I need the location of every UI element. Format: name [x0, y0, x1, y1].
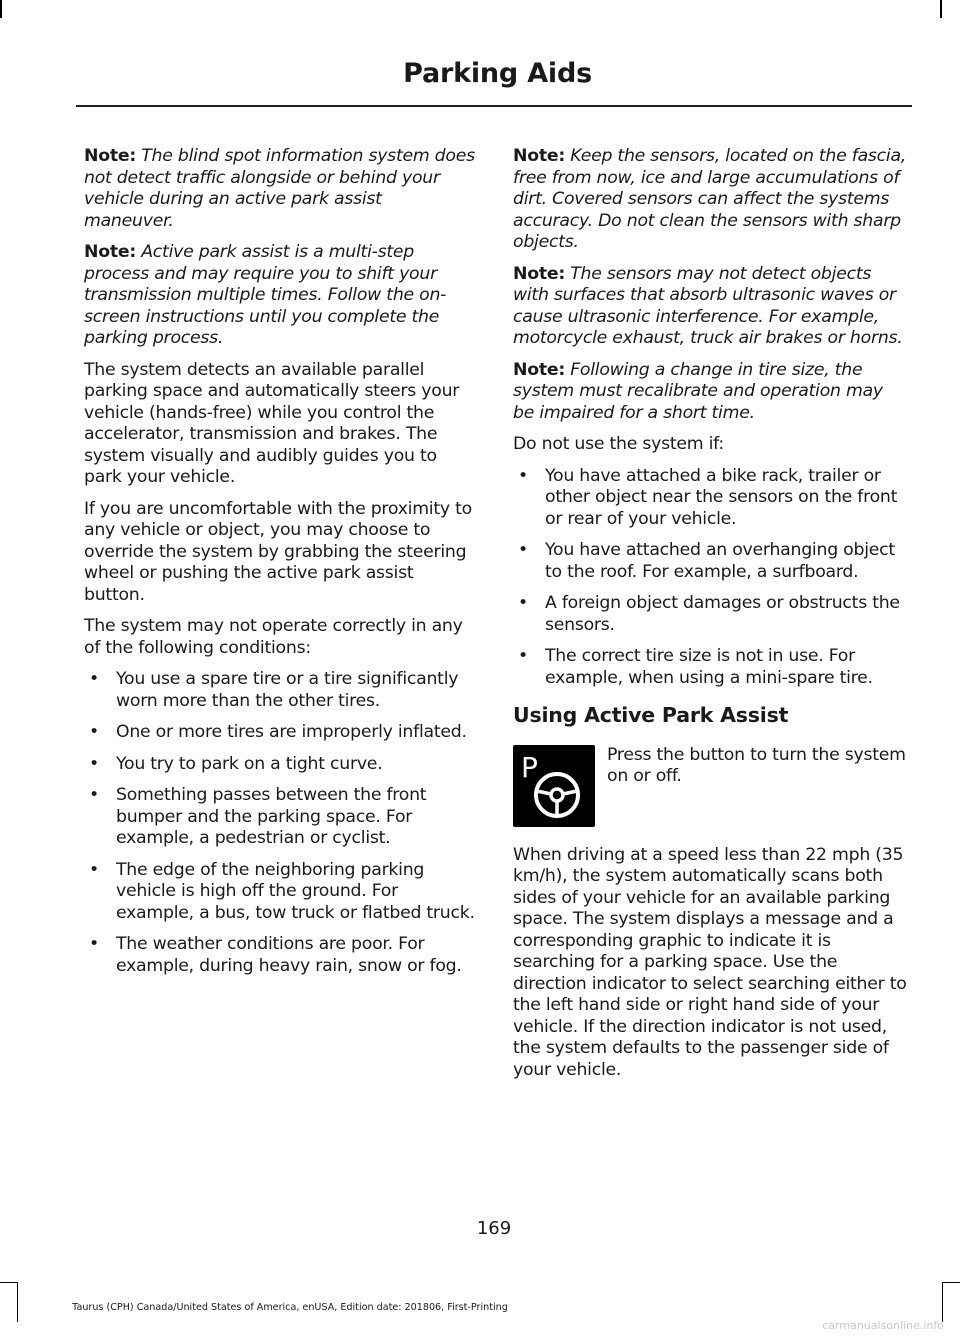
do-not-use-list	[513, 466, 908, 690]
svg-text:P: P	[521, 750, 538, 784]
section-heading: Using Active Park Assist	[513, 703, 789, 727]
header-divider	[76, 105, 912, 107]
crop-mark-top-left	[0, 0, 2, 18]
note-keep-sensors-clean	[513, 146, 908, 254]
note-text: The sensors may not detect objects with surfaces that absorb ultrasonic waves or cause ultrasonic interference. For example, motorcycle exhaust, truck air brakes or horns.	[513, 263, 903, 348]
paragraph-override: If you are uncomfortable with the proximity to any vehicle or object, you may choose to override the system by grabbing the steering wheel or pushing the active park assist button.	[84, 498, 472, 605]
page-title: Parking Aids	[403, 58, 592, 89]
note-text: The blind spot information system does not detect traffic alongside or behind your vehicle during an active park assist maneuver.	[84, 146, 475, 231]
page-number: 169	[476, 1218, 512, 1239]
crop-mark-bottom-left	[0, 1282, 18, 1283]
note-ultrasonic	[513, 264, 908, 350]
list-item: • The edge of the neighboring parking vehicle is high off the ground. For example, a bus, tow truck or flatbed truck.	[84, 860, 476, 925]
icon-row	[513, 745, 908, 827]
right-column	[513, 146, 908, 1091]
note-label: Note:	[513, 146, 565, 166]
paragraph-conditions-intro: The system may not operate correctly in any of the following conditions:	[84, 616, 463, 658]
list-item: • One or more tires are improperly inflated.	[84, 722, 476, 744]
note-text: Following a change in tire size, the system must recalibrate and operation may be impaired for a short time.	[513, 359, 883, 423]
note-label: Note:	[513, 263, 565, 284]
list-item: • You have attached a bike rack, trailer or other object near the sensors on the front or rear of your vehicle.	[513, 466, 908, 531]
crop-mark-bottom-right-v	[942, 1282, 943, 1322]
note-multi-step	[84, 242, 476, 350]
list-item: • A foreign object damages or obstructs the sensors.	[513, 593, 908, 636]
watermark: carmanualsonline.info	[822, 1319, 944, 1332]
note-text: Active park assist is a multi-step process and may require you to shift your transmission multiple times. Follow the on-screen instructions until you complete the parking process.	[84, 242, 447, 348]
list-item: • The weather conditions are poor. For example, during heavy rain, snow or fog.	[84, 934, 476, 977]
paragraph-do-not-use-intro: Do not use the system if:	[513, 434, 724, 454]
left-column	[84, 146, 476, 987]
note-label: Note:	[513, 359, 565, 380]
note-label: Note:	[84, 242, 136, 262]
paragraph-system-detects: The system detects an available parallel parking space and automatically steers your vehicle (hands-free) while you control the accelerator, transmission and brakes. The system visually and audibly guides you to park your vehicle.	[84, 359, 460, 487]
list-item: • The correct tire size is not in use. For example, when using a mini-spare tire.	[513, 646, 908, 689]
note-tire-size	[513, 360, 908, 425]
icon-caption: Press the button to turn the system on or off.	[607, 744, 906, 786]
crop-mark-bottom-right	[942, 1282, 960, 1283]
list-item: • Something passes between the front bumper and the parking space. For example, a pedestrian or cyclist.	[84, 785, 476, 850]
list-item: • You have attached an overhanging object to the roof. For example, a surfboard.	[513, 540, 908, 583]
list-item: • You use a spare tire or a tire significantly worn more than the other tires.	[84, 669, 476, 712]
list-item: • You try to park on a tight curve.	[84, 754, 476, 776]
note-blind-spot	[84, 146, 476, 232]
note-label: Note:	[84, 146, 136, 166]
conditions-list	[84, 669, 476, 977]
active-park-assist-icon	[513, 745, 595, 827]
footer-edition: Taurus (CPH) Canada/United States of America, enUSA, Edition date: 201806, First-Printing	[72, 1302, 508, 1313]
paragraph-scanning: When driving at a speed less than 22 mph (35 km/h), the system automatically scans both sides of your vehicle for an available parking space. The system displays a message and a corresponding graphic to indicate it is searching for a parking space. Use the direction indicator to select searching either to the left hand side or right hand side of your vehicle. If the direction indicator is not used, the system defaults to the passenger side of your vehicle.	[513, 844, 907, 1080]
crop-mark-top-right	[940, 0, 942, 18]
note-text: Keep the sensors, located on the fascia, free from now, ice and large accumulations of dirt. Covered sensors can affect the systems accuracy. Do not clean the sensors with sharp objects.	[513, 146, 907, 252]
